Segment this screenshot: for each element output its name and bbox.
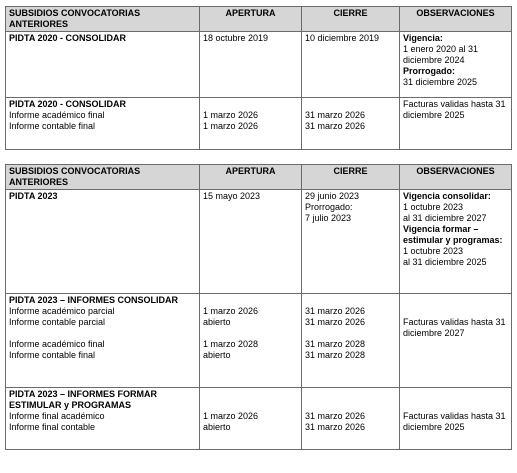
apertura-cell: 18 octubre 2019 <box>200 32 302 98</box>
cierre-cell: 31 marzo 2026 31 marzo 2026 31 marzo 2028 31 marzo 2028 <box>302 294 400 388</box>
cierre-cell: 10 diciembre 2019 <box>302 32 400 98</box>
apertura-cell: 1 marzo 2026 abierto 1 marzo 2028 abierto <box>200 294 302 388</box>
header-subsidios: SUBSIDIOS CONVOCATORIAS ANTERIORES <box>6 7 200 32</box>
apertura-cell: 1 marzo 2026 1 marzo 2026 <box>200 98 302 150</box>
program-cell: PIDTA 2020 - CONSOLIDAR <box>6 32 200 98</box>
cierre-cell: 31 marzo 2026 31 marzo 2026 <box>302 98 400 150</box>
subsidios-table-2020 <box>5 6 512 150</box>
header-cierre: CIERRE <box>302 165 400 190</box>
cierre-cell: 31 marzo 2026 31 marzo 2026 <box>302 388 400 450</box>
table-row <box>6 32 512 98</box>
table-row <box>6 388 512 450</box>
program-cell: PIDTA 2023 – INFORMES CONSOLIDAR Informe académico parcial Informe contable parcial Informe académico final Informe contable final <box>6 294 200 388</box>
table-row <box>6 294 512 388</box>
header-observaciones: OBSERVACIONES <box>400 7 512 32</box>
observaciones-cell: Facturas validas hasta 31 diciembre 2025 <box>400 388 512 450</box>
observaciones-cell: Vigencia consolidar: 1 octubre 2023 al 31 diciembre 2027 Vigencia formar – estimular y programas: 1 octubre 2023 al 31 diciembre 2025 <box>400 190 512 294</box>
header-apertura: APERTURA <box>200 7 302 32</box>
table-row <box>6 98 512 150</box>
apertura-cell: 15 mayo 2023 <box>200 190 302 294</box>
table-header-row <box>6 165 512 190</box>
subsidios-table-2023 <box>5 164 512 450</box>
header-subsidios: SUBSIDIOS CONVOCATORIAS ANTERIORES <box>6 165 200 190</box>
table-row <box>6 190 512 294</box>
program-cell: PIDTA 2023 <box>6 190 200 294</box>
program-cell: PIDTA 2020 - CONSOLIDAR Informe académico final Informe contable final <box>6 98 200 150</box>
cierre-cell: 29 junio 2023 Prorrogado: 7 julio 2023 <box>302 190 400 294</box>
header-cierre: CIERRE <box>302 7 400 32</box>
observaciones-cell: Facturas validas hasta 31 diciembre 2025 <box>400 98 512 150</box>
header-observaciones: OBSERVACIONES <box>400 165 512 190</box>
apertura-cell: 1 marzo 2026 abierto <box>200 388 302 450</box>
observaciones-cell: Facturas validas hasta 31 diciembre 2027 <box>400 294 512 388</box>
program-cell: PIDTA 2023 – INFORMES FORMAR ESTIMULAR y PROGRAMAS Informe final académico Informe final contable <box>6 388 200 450</box>
header-apertura: APERTURA <box>200 165 302 190</box>
observaciones-cell: Vigencia: 1 enero 2020 al 31 diciembre 2024 Prorrogado: 31 diciembre 2025 <box>400 32 512 98</box>
table-header-row <box>6 7 512 32</box>
